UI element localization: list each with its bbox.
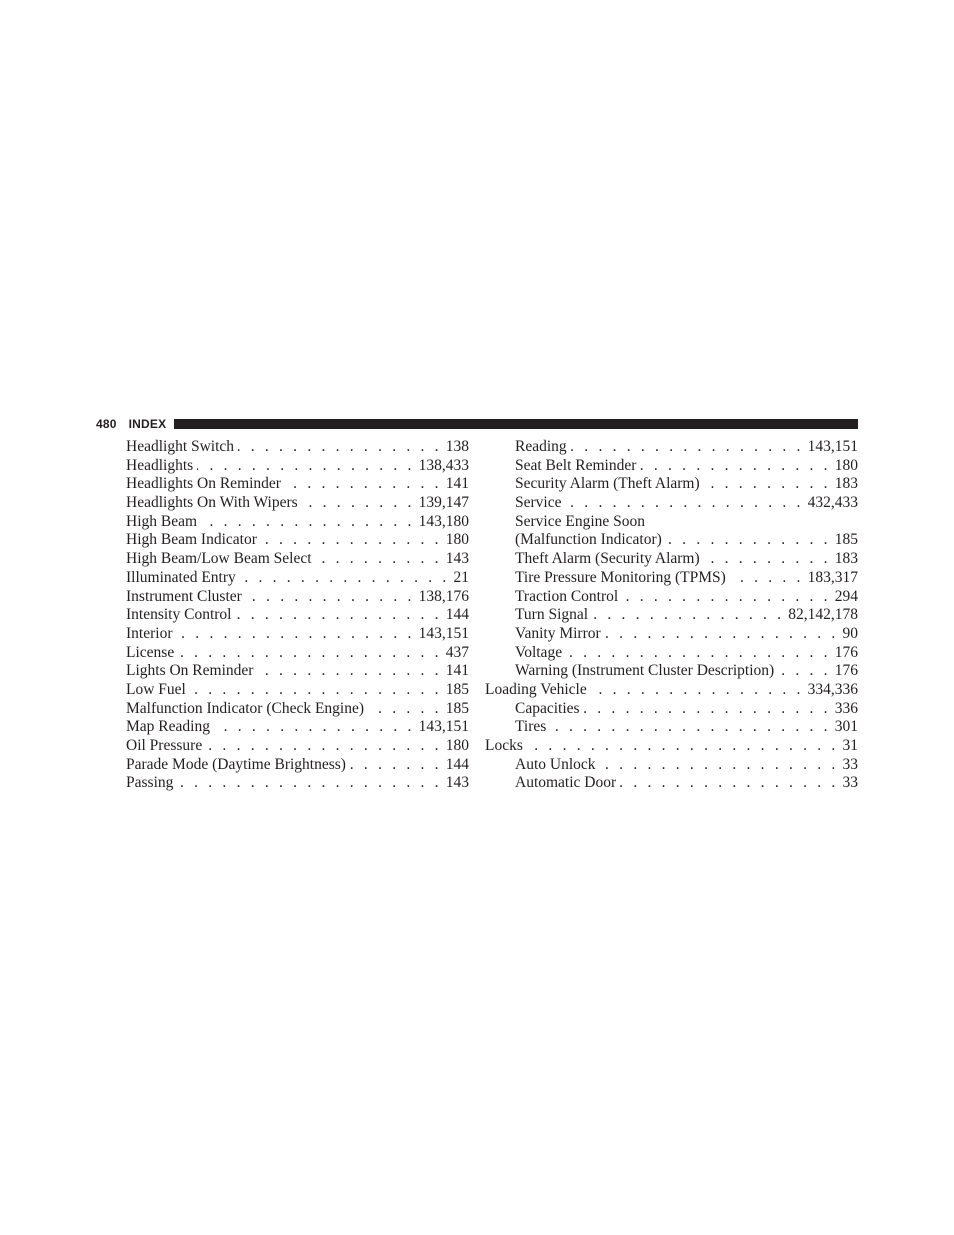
- index-term: Headlights: [126, 456, 194, 474]
- index-column-right: [485, 438, 858, 793]
- dot-leader: [584, 700, 831, 719]
- dot-leader: [591, 681, 804, 700]
- dot-leader: [257, 662, 441, 681]
- index-entry: [485, 550, 858, 569]
- index-term: Capacities: [515, 699, 580, 717]
- index-entry: [126, 438, 469, 457]
- index-entry: [126, 550, 469, 569]
- index-page-numbers: 31: [842, 737, 858, 754]
- index-term: Seat Belt Reminder: [515, 456, 637, 474]
- index-entry: [126, 475, 469, 494]
- index-entry: [485, 475, 858, 494]
- index-term: Instrument Cluster: [126, 587, 242, 605]
- index-page-numbers: 180: [834, 456, 858, 474]
- index-entry: [485, 644, 858, 663]
- index-term: Headlights On With Wipers: [126, 494, 298, 512]
- index-term: Interior: [126, 624, 173, 642]
- index-page-numbers: 183: [834, 475, 858, 493]
- index-term: High Beam/Low Beam Select: [126, 550, 312, 568]
- index-entry: [126, 644, 469, 663]
- index-entry: [126, 737, 469, 756]
- index-term: Warning (Instrument Cluster Description): [515, 662, 775, 680]
- index-entry: [485, 700, 858, 719]
- index-entry: [485, 588, 858, 607]
- dot-leader: [666, 531, 831, 550]
- index-page-numbers: 334,336: [807, 680, 858, 698]
- dot-leader: [640, 457, 830, 476]
- dot-leader: [565, 494, 803, 513]
- dot-leader: [620, 774, 838, 793]
- index-entry: [126, 718, 469, 737]
- index-page-numbers: 143,180: [418, 512, 469, 530]
- index-page-numbers: 336: [834, 699, 858, 717]
- index-page-numbers: 143,151: [807, 438, 858, 455]
- index-entry: [126, 681, 469, 700]
- index-entry: [485, 606, 858, 625]
- index-term: Oil Pressure: [126, 737, 203, 754]
- index-page-numbers: 33: [842, 755, 858, 773]
- page-header: [96, 417, 858, 431]
- index-page-numbers: 183: [834, 550, 858, 568]
- index-entry: [485, 531, 858, 550]
- index-entry: [126, 531, 469, 550]
- dot-leader: [778, 662, 831, 681]
- header-rule: [174, 419, 858, 429]
- index-entry: [126, 774, 469, 793]
- dot-leader: [566, 644, 831, 663]
- index-page-numbers: 294: [834, 587, 858, 605]
- index-term: Traction Control: [515, 587, 619, 605]
- dot-leader: [730, 569, 804, 588]
- dot-leader: [246, 588, 415, 607]
- index-page-numbers: 437: [445, 643, 469, 661]
- index-term: High Beam: [126, 512, 198, 530]
- dot-leader: [206, 737, 442, 756]
- dot-leader: [605, 625, 839, 644]
- index-term: Lights On Reminder: [126, 662, 254, 680]
- index-page-numbers: 33: [842, 774, 858, 792]
- index-page-numbers: 143: [445, 550, 469, 568]
- index-term: Headlights On Reminder: [126, 475, 281, 493]
- index-page-numbers: 185: [445, 699, 469, 717]
- dot-leader: [600, 756, 839, 775]
- index-entry: [485, 513, 858, 532]
- index-page-numbers: 176: [834, 643, 858, 661]
- index-entry: [126, 513, 469, 532]
- index-term: (Malfunction Indicator): [515, 531, 662, 549]
- index-term: Service: [515, 494, 562, 512]
- index-term: Voltage: [515, 643, 563, 661]
- index-page-numbers: 139,147: [418, 494, 469, 512]
- index-term: Parade Mode (Daytime Brightness): [126, 755, 346, 773]
- index-term: Loading Vehicle: [485, 680, 587, 698]
- index-term: Illuminated Entry: [126, 568, 236, 586]
- index-term: Intensity Control: [126, 606, 232, 624]
- index-term: Turn Signal: [515, 606, 589, 624]
- dot-leader: [238, 438, 442, 457]
- index-column-left: [126, 438, 469, 793]
- index-term: Vanity Mirror: [515, 624, 601, 642]
- dot-leader: [550, 718, 830, 737]
- index-entry: [485, 737, 858, 756]
- index-term: Headlight Switch: [126, 438, 235, 455]
- index-page-numbers: 138: [445, 438, 469, 455]
- index-term: Locks: [485, 737, 523, 754]
- dot-leader: [350, 756, 442, 775]
- index-page-numbers: 143,151: [418, 718, 469, 736]
- dot-leader: [190, 681, 442, 700]
- index-term: Theft Alarm (Security Alarm): [515, 550, 700, 568]
- index-term: Passing: [126, 774, 174, 792]
- page-number: 480: [96, 417, 117, 431]
- dot-leader: [368, 700, 442, 719]
- index-page-numbers: 21: [453, 568, 469, 586]
- index-term: License: [126, 643, 175, 661]
- index-term: Reading: [515, 438, 567, 455]
- index-entry: [126, 625, 469, 644]
- index-entry: [485, 494, 858, 513]
- dot-leader: [201, 513, 415, 532]
- index-page-numbers: 183,317: [807, 568, 858, 586]
- dot-leader: [214, 718, 415, 737]
- index-term: Auto Unlock: [515, 755, 596, 773]
- index-page-numbers: 144: [445, 755, 469, 773]
- index-entry: [126, 569, 469, 588]
- dot-leader: [261, 531, 442, 550]
- index-page-numbers: 141: [445, 662, 469, 680]
- section-title: INDEX: [128, 417, 167, 431]
- index-entry: [485, 662, 858, 681]
- index-page-numbers: 432,433: [807, 494, 858, 512]
- index-term: Map Reading: [126, 718, 210, 736]
- index-entry: [126, 662, 469, 681]
- index-term: Malfunction Indicator (Check Engine): [126, 699, 365, 717]
- index-entry: [485, 774, 858, 793]
- dot-leader: [316, 550, 442, 569]
- index-page-numbers: 82,142,178: [788, 606, 858, 624]
- index-entry: [485, 756, 858, 775]
- index-entry: [126, 700, 469, 719]
- index-term: Low Fuel: [126, 680, 186, 698]
- index-term: Tires: [515, 718, 547, 736]
- index-page-numbers: 138,433: [418, 456, 469, 474]
- index-page-numbers: 185: [834, 531, 858, 549]
- index-page-numbers: 143,151: [418, 624, 469, 642]
- index-page-numbers: 180: [445, 531, 469, 549]
- dot-leader: [592, 606, 784, 625]
- index-entry: [126, 606, 469, 625]
- index-entry: [485, 625, 858, 644]
- dot-leader: [704, 550, 831, 569]
- index-page-numbers: 180: [445, 737, 469, 754]
- index-entry: [485, 681, 858, 700]
- index-page-numbers: 176: [834, 662, 858, 680]
- index-term: High Beam Indicator: [126, 531, 257, 549]
- index-entry: [485, 438, 858, 457]
- dot-leader: [178, 644, 442, 663]
- index-term: Security Alarm (Theft Alarm): [515, 475, 700, 493]
- dot-leader: [177, 774, 441, 793]
- dot-leader: [527, 737, 839, 756]
- index-entry: [126, 457, 469, 476]
- dot-leader: [571, 438, 804, 457]
- index-page-numbers: 143: [445, 774, 469, 792]
- dot-leader: [176, 625, 414, 644]
- dot-leader: [622, 588, 831, 607]
- index-page-numbers: 90: [842, 624, 858, 642]
- index-page-numbers: 138,176: [418, 587, 469, 605]
- dot-leader: [235, 606, 441, 625]
- dot-leader: [704, 475, 831, 494]
- index-entry: [126, 756, 469, 775]
- index-entry: [485, 718, 858, 737]
- dot-leader: [240, 569, 450, 588]
- index-entry: [485, 457, 858, 476]
- dot-leader: [302, 494, 415, 513]
- index-term: Service Engine Soon: [515, 512, 646, 530]
- index-term: Tire Pressure Monitoring (TPMS): [515, 568, 726, 586]
- index-page-numbers: 185: [445, 680, 469, 698]
- index-entry: [126, 494, 469, 513]
- dot-leader: [197, 457, 414, 476]
- index-page-numbers: 144: [445, 606, 469, 624]
- index-entry: [485, 569, 858, 588]
- index-page-numbers: 141: [445, 475, 469, 493]
- index-term: Automatic Door: [515, 774, 617, 792]
- dot-leader: [285, 475, 442, 494]
- index-page-numbers: 301: [834, 718, 858, 736]
- index-entry: [126, 588, 469, 607]
